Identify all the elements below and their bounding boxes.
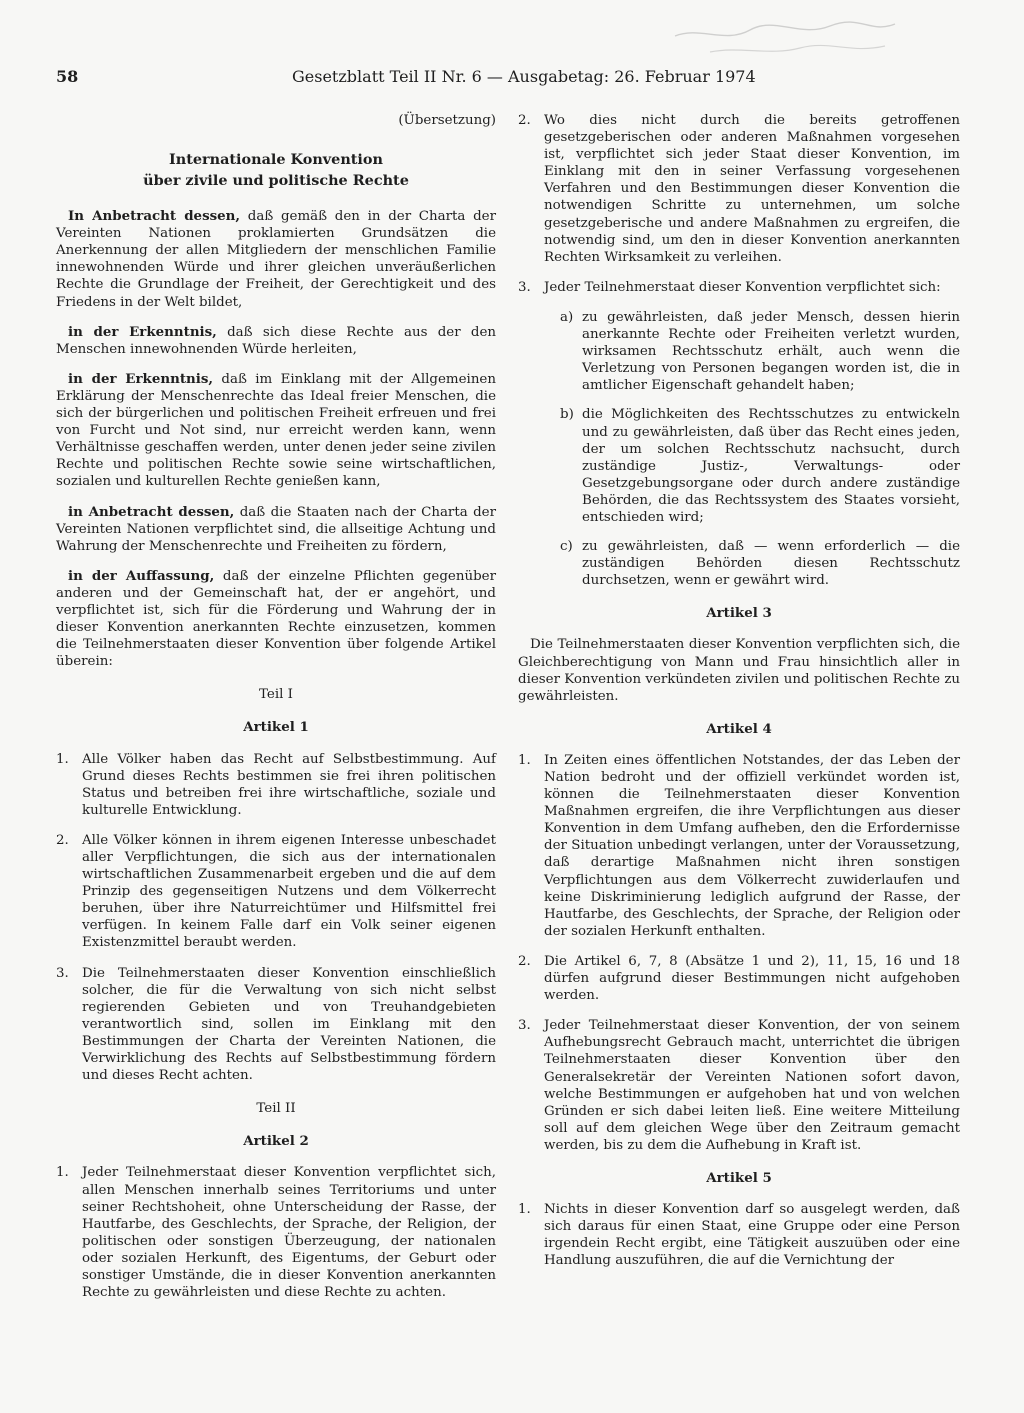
sub-item-letter: c) — [560, 539, 573, 555]
item-number: 2. — [518, 953, 531, 969]
convention-title-line2: über zivile und politische Rechte — [143, 172, 409, 190]
article-heading: Artikel 4 — [706, 720, 772, 737]
article-item — [518, 1017, 960, 1154]
preamble-lead: in Anbetracht dessen, — [68, 503, 235, 520]
convention-title — [56, 149, 496, 191]
page-header — [56, 66, 964, 88]
preamble-lead: in der Erkenntnis, — [68, 370, 214, 387]
part-heading: Teil II — [256, 1101, 296, 1117]
right-column — [518, 112, 960, 1282]
item-number: 2. — [518, 113, 531, 128]
sub-item-letter: b) — [560, 407, 574, 423]
sub-item — [560, 309, 960, 394]
article-heading: Artikel 1 — [243, 719, 309, 736]
article-item — [56, 751, 496, 819]
item-text: Die Teilnehmerstaaten dieser Konvention einschließlich solcher, die für die Verwaltung von sich nicht selbst regierenden Gebieten und von Treuhandgebieten verantwortlich sind, sollen im Einklang mit den Bestimmungen der Charta der Vereinten Nationen, die Verwirklichung des Rechts auf Selbstbestimmung fördern und dieses Recht achten. — [82, 965, 496, 1084]
preamble-paragraph — [56, 324, 496, 358]
preamble-lead: in der Erkenntnis, — [68, 323, 217, 340]
faded-handwritten-mark — [670, 16, 900, 60]
preamble-lead: In Anbetracht dessen, — [68, 208, 241, 225]
item-number: 1. — [56, 751, 69, 767]
preamble-paragraph — [56, 568, 496, 671]
item-number: 3. — [56, 965, 69, 981]
article-item — [56, 1164, 496, 1301]
preamble-lead: in der Auffassung, — [68, 567, 215, 584]
item-text: Jeder Teilnehmerstaat dieser Konvention verpflichtet sich, allen Menschen innerhalb seines Territoriums und unter seiner Rechtshoheit, ohne Unterscheidung der Rasse, der Hautfarbe, des Geschlechts, der Sprache, der Religion, der politischen oder sonstigen Überzeugung, der nationalen oder sozialen Herkunft, des Eigentums, der Geburt oder sonstiger Umstände, die in dieser Konvention anerkannten Rechte zu gewährleisten und diese Rechte zu achten. — [82, 1165, 496, 1301]
sub-item-text: die Möglichkeiten des Rechtsschutzes zu entwickeln und zu gewährleisten, daß über das Recht eines jeden, der um solchen Rechtsschutz nachsucht, durch zuständige Justiz-, Verwaltungs- oder Gesetzgebungsorgane oder durch andere zuständige Behörden, die das Rechtssystem des Staates vorsieht, entschieden wird; — [582, 407, 960, 525]
part-heading: Teil I — [259, 687, 293, 703]
preamble-paragraph — [56, 504, 496, 555]
article-item — [56, 965, 496, 1085]
page-number: 58 — [56, 67, 79, 86]
article-heading: Artikel 3 — [706, 605, 772, 622]
sub-item-text: zu gewährleisten, daß jeder Mensch, dessen hierin anerkannte Rechte oder Freiheiten verletzt wurden, wirksamen Rechtsschutz erhält, auch wenn die Verletzung von Personen begangen worden ist, die in amtlicher Eigenschaft gehandelt haben; — [582, 309, 960, 394]
item-text: In Zeiten eines öffentlichen Notstandes, der das Leben der Nation bedroht und der offiziell verkündet worden ist, können die Teilnehmerstaaten dieser Konvention Maßnahmen ergreifen, die ihre Verpflichtungen aus dieser Konvention in dem Umfang aufheben, den die Erfordernisse der Situation unbedingt verlangen, unter der Voraussetzung, daß derartige Maßnahmen nicht ihren sonstigen Verpflichtungen aus dem Völkerrecht zuwiderlaufen und keine Diskriminierung lediglich aufgrund der Rasse, der Hautfarbe, des Geschlechts, der Sprache, der Religion oder der sozialen Herkunft enthalten. — [544, 752, 960, 939]
article-item — [518, 1201, 960, 1269]
item-number: 1. — [518, 1202, 531, 1218]
item-text: Alle Völker haben das Recht auf Selbstbestimmung. Auf Grund dieses Rechts bestimmen sie frei ihren politischen Status und betreiben frei ihre wirtschaftliche, soziale und kulturelle Entwicklung. — [82, 751, 496, 818]
convention-title-line1: Internationale Konvention — [169, 151, 383, 169]
item-text: Alle Völker können in ihrem eigenen Interesse unbeschadet aller Verpflichtungen, die sich aus der internationalen wirtschaftlichen Zusammenarbeit ergeben und die auf dem Prinzip des gegenseitigen Nutzens und dem Völkerrecht beruhen, über ihre Naturreichtümer und Hilfsmittel frei verfügen. In keinem Falle darf ein Volk seiner eigenen Existenzmittel beraubt werden. — [82, 832, 496, 951]
item-number: 3. — [518, 279, 531, 295]
preamble-text: daß gemäß den in der Charta der Vereinten Nationen proklamierten Grundsätzen die Anerkennung der allen Mitgliedern der menschlichen Familie innewohnenden Würde und ihrer gleichen unveräußerlichen Rechte die Grundlage der Freiheit, der Gerechtigkeit und des Friedens in der Welt bildet, — [56, 209, 496, 310]
article-heading: Artikel 2 — [243, 1133, 309, 1150]
left-column — [56, 112, 496, 1314]
item-text: Jeder Teilnehmerstaat dieser Konvention, der von seinem Aufhebungsrecht Gebrauch macht, unterrichtet die übrigen Teilnehmerstaaten dieser Konvention über den Generalsekretär der Vereinten Nationen sofort davon, welche Bestimmungen er aufgehoben hat und von welchen Gründen er sich dabei leiten ließ. Eine weitere Mitteilung soll auf dem gleichen Wege über den Zeitraum gemacht werden, bis zu dem die Aufhebung in Kraft ist. — [544, 1018, 960, 1153]
article-item — [518, 752, 960, 940]
article-item — [56, 832, 496, 952]
sub-item-letter: a) — [560, 309, 574, 325]
article-item — [518, 279, 960, 296]
item-text: Die Artikel 6, 7, 8 (Absätze 1 und 2), 11, 15, 16 und 18 dürfen aufgrund dieser Bestimmungen nicht aufgehoben werden. — [544, 953, 960, 1004]
sub-item — [560, 538, 960, 589]
article-paragraph: Die Teilnehmerstaaten dieser Konvention verpflichten sich, die Gleichberechtigung von Mann und Frau hinsichtlich aller in dieser Konvention verkündeten zivilen und politischen Rechte zu gewährleisten. — [518, 637, 960, 704]
article-item — [518, 112, 960, 266]
item-text: Wo dies nicht durch die bereits getroffenen gesetzgeberischen oder anderen Maßnahmen vorgesehen ist, verpflichtet sich jeder Staat dieser Konvention, im Einklang mit den in seiner Verfassung vorgesehenen Verfahren und den Bestimmungen dieser Konvention die notwendigen Schritte zu unternehmen, um solche gesetzgeberische und andere Maßnahmen zu ergreifen, die notwendig sind, um den in dieser Konvention anerkannten Rechten Wirksamkeit zu verleihen. — [544, 113, 960, 265]
preamble-text: daß der einzelne Pflichten gegenüber anderen und der Gemeinschaft hat, der er angehört, und verpflichtet ist, sich für die Förderung und Wahrung der in dieser Konvention anerkannten Rechte einzusetzen, kommen die Teilnehmerstaaten dieser Konvention über folgende Artikel überein: — [56, 568, 496, 670]
item-number: 1. — [518, 752, 531, 768]
item-number: 3. — [518, 1018, 531, 1034]
item-number: 2. — [56, 832, 69, 848]
item-number: 1. — [56, 1165, 69, 1181]
preamble-paragraph — [56, 371, 496, 491]
item-text: Jeder Teilnehmerstaat dieser Konvention verpflichtet sich: — [544, 279, 941, 295]
preamble-paragraph — [56, 208, 496, 311]
translation-note: (Übersetzung) — [398, 113, 496, 128]
preamble-text: daß sich diese Rechte aus der den Menschen innewohnenden Würde herleiten, — [56, 324, 496, 357]
journal-title: Gesetzblatt Teil II Nr. 6 — Ausgabetag: 26. Februar 1974 — [292, 67, 756, 86]
preamble-text: daß im Einklang mit der Allgemeinen Erklärung der Menschenrechte das Ideal freier Menschen, die sich der bürgerlichen und politischen Freiheit erfreuen und frei von Furcht und Not sind, nur erreicht werden kann, wenn Verhältnisse geschaffen werden, unter denen jeder seine zivilen Rechte und politischen Rechte sowie seine wirtschaftlichen, sozialen und kulturellen Rechte genießen kann, — [56, 371, 496, 490]
sub-item-text: zu gewährleisten, daß — wenn erforderlich — die zuständigen Behörden diesen Rechtsschutz durchsetzen, wenn er gewährt wird. — [582, 539, 960, 589]
sub-item — [560, 406, 960, 526]
item-text: Nichts in dieser Konvention darf so ausgelegt werden, daß sich daraus für einen Staat, eine Gruppe oder eine Person irgendein Recht ergibt, eine Tätigkeit auszuüben oder eine Handlung auszuführen, die auf die Vernichtung der — [544, 1202, 960, 1269]
article-heading: Artikel 5 — [706, 1169, 772, 1186]
preamble-text: daß die Staaten nach der Charta der Vereinten Nationen verpflichtet sind, die allseitige Achtung und Wahrung der Menschenrechte und Freiheiten zu fördern, — [56, 504, 496, 554]
article-item — [518, 953, 960, 1004]
